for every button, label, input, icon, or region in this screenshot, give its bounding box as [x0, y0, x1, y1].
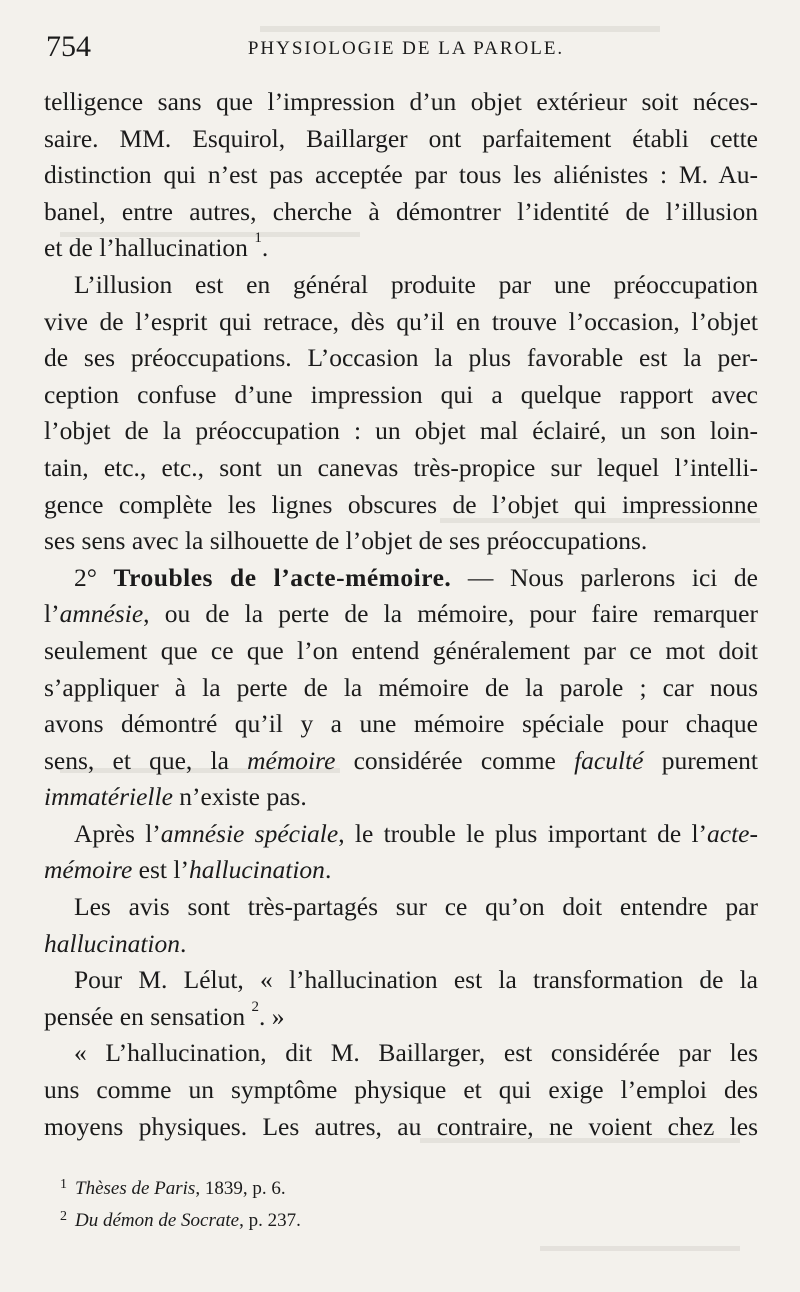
footnote-detail: , p. 237.: [239, 1210, 301, 1231]
text-line: banel, entre autres, cherche à démontrer l’identité de l’illusion: [44, 196, 758, 226]
text-line: mémoire est l’hallucination.: [44, 855, 332, 885]
text-line: s’appliquer à la perte de la mémoire de la parole ; car nous: [44, 672, 758, 702]
text-line: de ses préoccupations. L’occasion la plus favorable est la per-: [44, 343, 758, 373]
text-line: ception confuse d’une impression qui a quelque rapport avec: [44, 379, 758, 409]
text-line: distinction qui n’est pas acceptée par tous les aliénistes : M. Au-: [44, 160, 758, 190]
footnote: [60, 1174, 700, 1206]
text-line: tain, etc., etc., sont un canevas très-propice sur lequel l’intelli-: [44, 452, 758, 482]
footnote-detail: , 1839, p. 6.: [195, 1178, 286, 1199]
text-line: hallucination.: [44, 928, 187, 958]
text-line: moyens physiques. Les autres, au contraire, ne voient chez les: [44, 1111, 758, 1141]
page-number: 754: [46, 30, 91, 63]
text-line: l’amnésie, ou de la perte de la mémoire, pour faire remarquer: [44, 599, 758, 629]
text-line: uns comme un symptôme physique et qui exige l’emploi des: [44, 1075, 758, 1105]
text-line: l’objet de la préoccupation : un objet mal éclairé, un son loin-: [44, 416, 758, 446]
text-line: Pour M. Lélut, « l’hallucination est la transformation de la: [74, 965, 758, 995]
text-line: immatérielle n’existe pas.: [44, 782, 307, 812]
text-line: « L’hallucination, dit M. Baillarger, est considérée par les: [74, 1038, 758, 1068]
footnote-number: 1: [60, 1177, 67, 1192]
page-header: [46, 30, 766, 70]
text-line: pensée en sensation $^2$. »: [44, 998, 285, 1031]
text-line: vive de l’esprit qui retrace, dès qu’il en trouve l’occasion, l’objet: [44, 306, 758, 336]
text-line: seulement que ce que l’on entend généralement par ce mot doit: [44, 635, 758, 665]
footnote: [60, 1206, 700, 1238]
section-heading-line: 2° Troubles de l’acte-mémoire. — Nous parlerons ici de: [74, 562, 759, 592]
text-line: et de l’hallucination $^1$.: [44, 230, 269, 263]
text-line: Les avis sont très-partagés sur ce qu’on doit entendre par: [74, 892, 758, 922]
text-line: gence complète les lignes obscures de l’objet qui impressionne: [44, 489, 758, 519]
footnote-number: 2: [60, 1209, 67, 1224]
footnote-ref: 1: [254, 230, 262, 247]
text-line: Après l’amnésie spéciale, le trouble le plus important de l’acte-: [74, 818, 758, 848]
running-head: PHYSIOLOGIE DE LA PAROLE.: [247, 38, 565, 59]
body-text: [44, 84, 758, 1145]
text-line: avons démontré qu’il y a une mémoire spéciale pour chaque: [44, 709, 758, 739]
footnote-title: Du démon de Socrate: [75, 1210, 240, 1231]
text-line: L’illusion est en général produite par une préoccupation: [74, 269, 758, 299]
text-line: saire. MM. Esquirol, Baillarger ont parfaitement établi cette: [44, 123, 758, 153]
section-title: Troubles de l’acte-mémoire.: [113, 562, 452, 592]
footnote-title: Thèses de Paris: [75, 1178, 196, 1199]
text-line: sens, et que, la mémoire considérée comme faculté purement: [44, 745, 758, 775]
footnote-ref: 2: [251, 998, 259, 1015]
footnotes: [60, 1174, 700, 1238]
text-line: ses sens avec la silhouette de l’objet de ses préoccupations.: [44, 526, 648, 556]
text-line: telligence sans que l’impression d’un objet extérieur soit néces-: [44, 87, 758, 116]
